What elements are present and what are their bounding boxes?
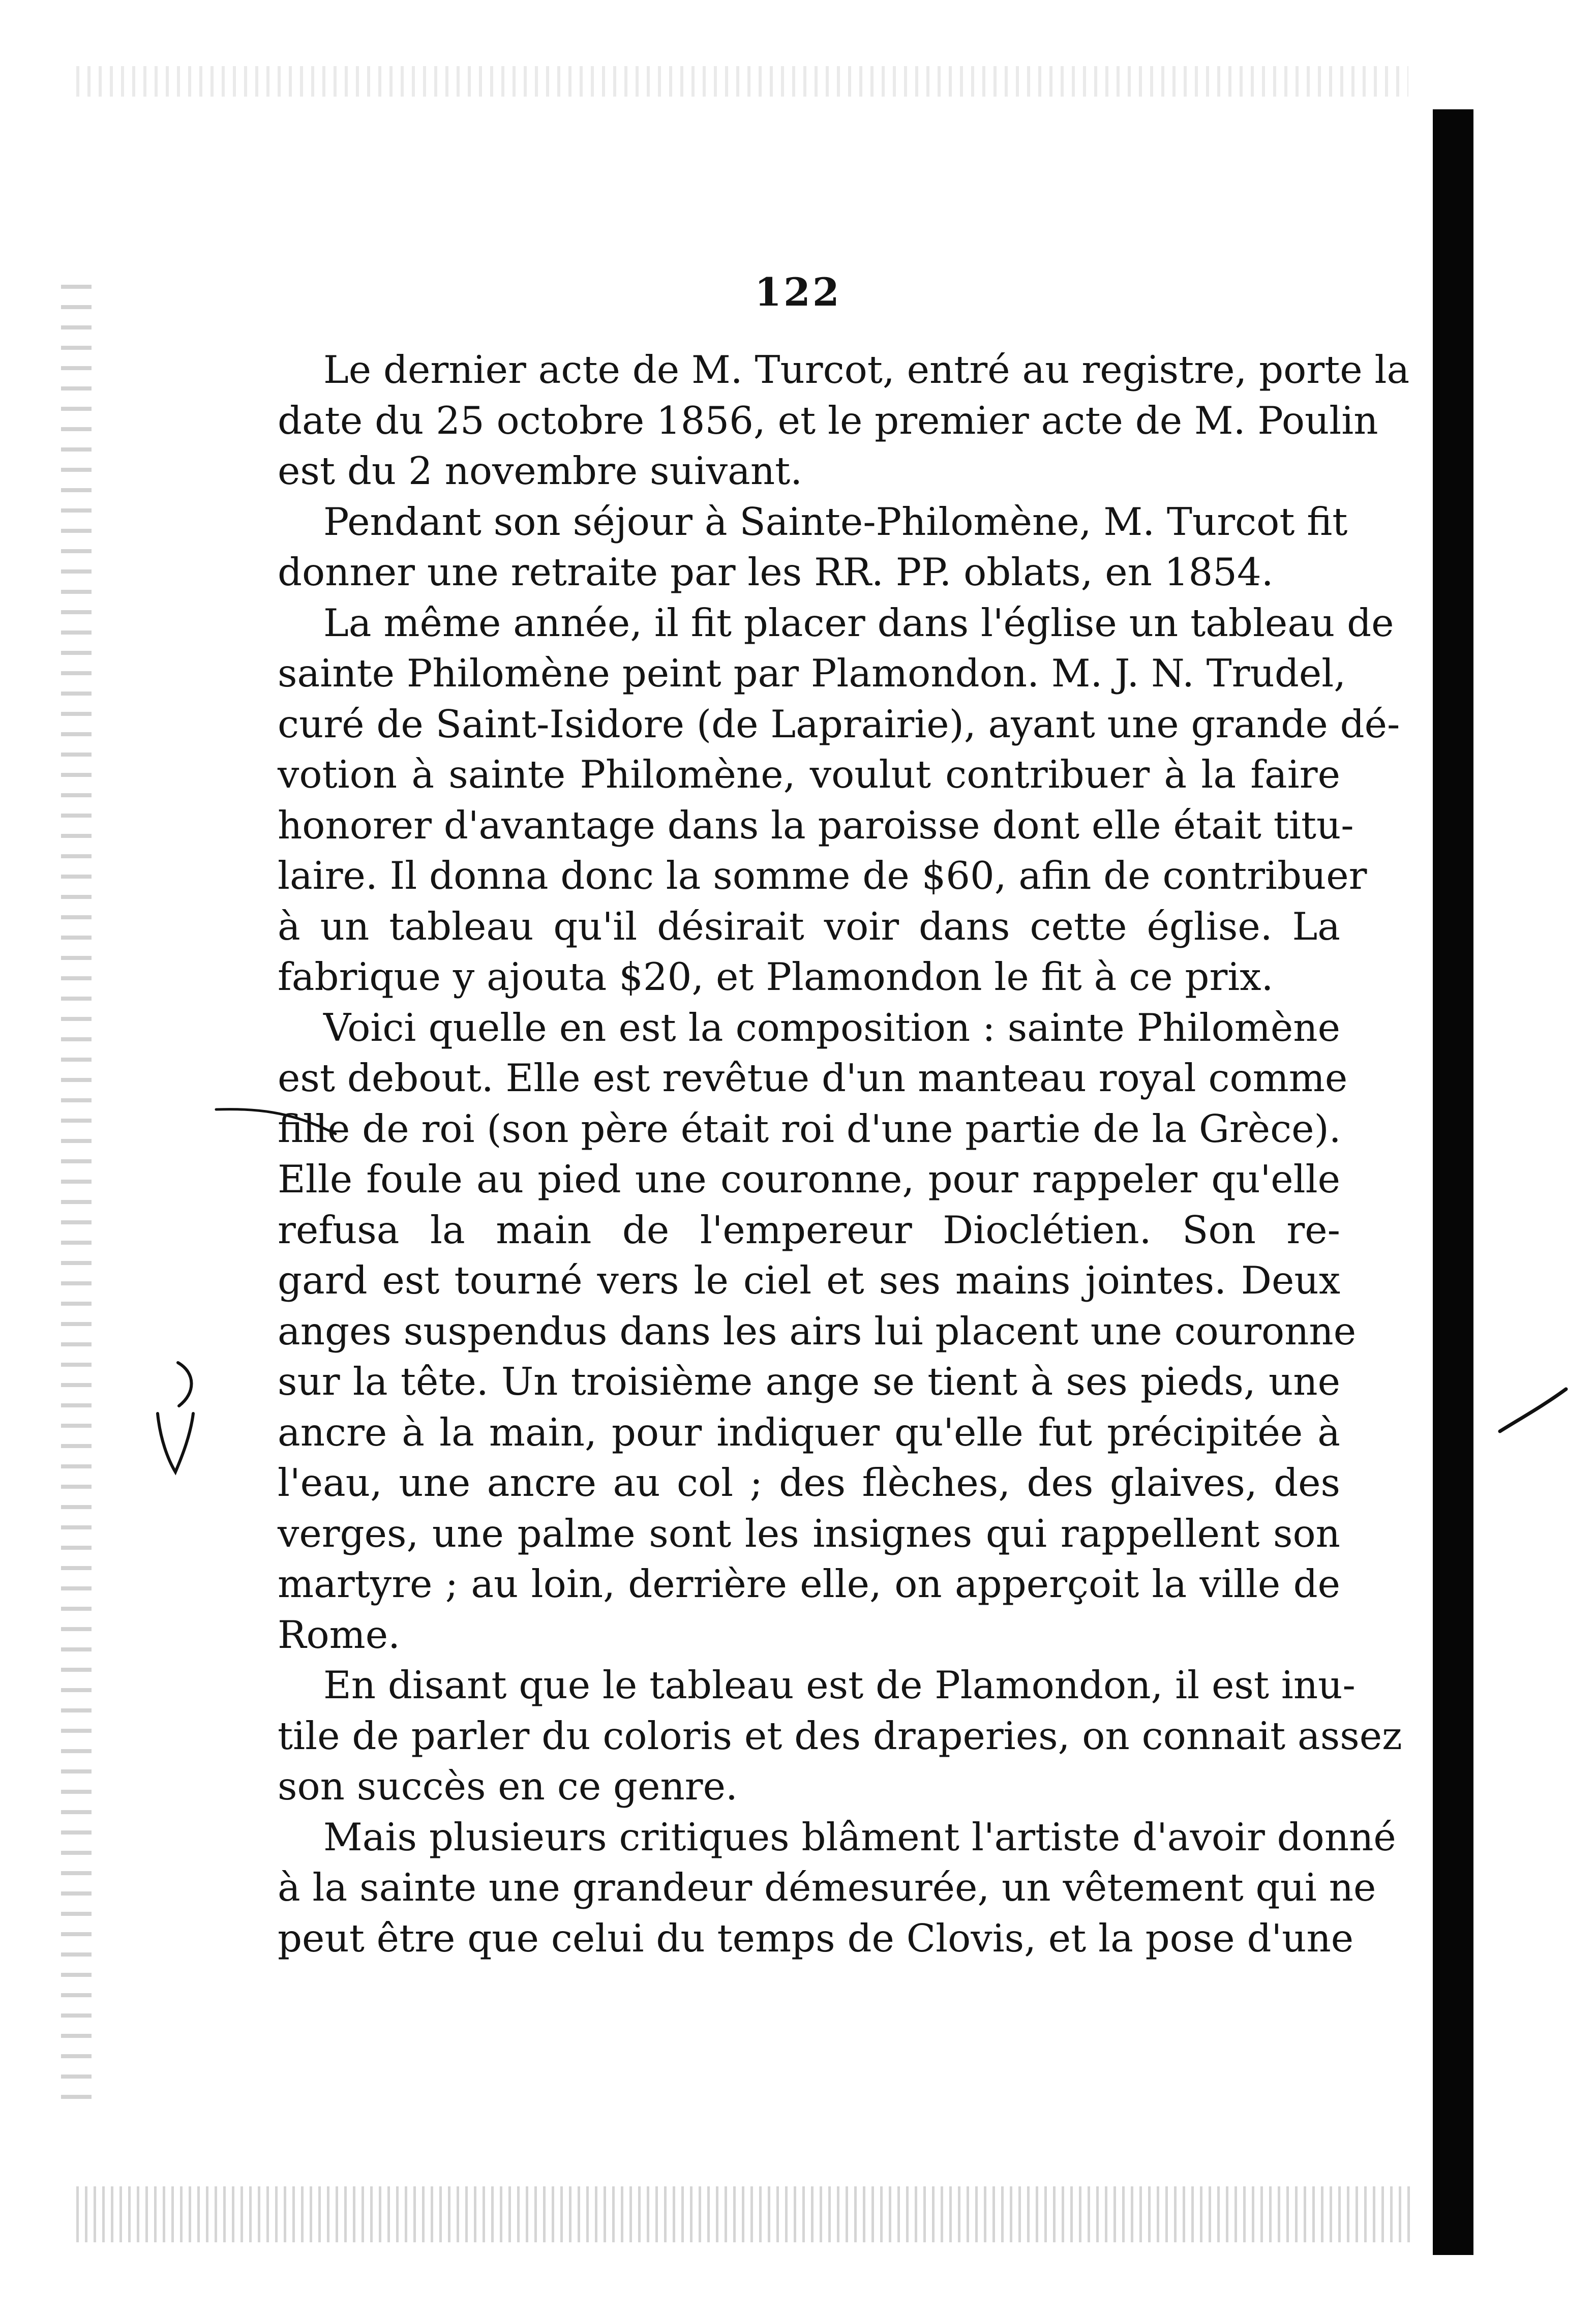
book-binding-shadow xyxy=(1433,109,1473,2255)
text-line: à la sainte une grandeur démesurée, un vêtement qui ne xyxy=(278,1865,1376,1910)
text-line: l'eau, une ancre au col ; des flèches, des glaives, des xyxy=(278,1460,1340,1505)
text-line: votion à sainte Philomène, voulut contribuer à la faire xyxy=(278,752,1340,797)
text-line: ancre à la main, pour indiquer qu'elle fut précipitée à xyxy=(278,1409,1340,1455)
text-line: peut être que celui du temps de Clovis, et la pose d'une xyxy=(278,1915,1354,1961)
page-number: 122 xyxy=(755,269,841,315)
text-line: En disant que le tableau est de Plamondon, il est inu- xyxy=(323,1663,1356,1707)
text-line: donner une retraite par les RR. PP. oblats, en 1854. xyxy=(278,550,1274,594)
text-line: honorer d'avantage dans la paroisse dont elle était titu- xyxy=(278,802,1354,848)
text-line: Elle foule au pied une couronne, pour rappeler qu'elle xyxy=(278,1157,1340,1201)
text-line: date du 25 octobre 1856, et le premier acte de M. Poulin xyxy=(278,398,1378,443)
text-line: verges, une palme sont les insignes qui rappellent son xyxy=(278,1511,1340,1556)
handwritten-bracket-mark xyxy=(147,1358,203,1480)
text-line: son succès en ce genre. xyxy=(278,1764,738,1809)
text-line: est debout. Elle est revêtue d'un manteau royal comme xyxy=(278,1056,1348,1100)
text-line: refusa la main de l'empereur Dioclétien. Son re- xyxy=(278,1207,1340,1252)
text-line: Le dernier acte de M. Turcot, entré au registre, porte la xyxy=(323,347,1410,392)
text-line: sur la tête. Un troisième ange se tient à ses pieds, une xyxy=(278,1359,1340,1404)
text-line: fille de roi (son père était roi d'une partie de la Grèce). xyxy=(278,1106,1341,1151)
text-line: Rome. xyxy=(278,1612,400,1657)
scan-noise-left-edge xyxy=(61,285,92,2115)
scan-noise-top-edge xyxy=(76,66,1408,97)
text-line: La même année, il fit placer dans l'église un tableau de xyxy=(323,600,1394,645)
scan-noise-bottom-edge xyxy=(76,2186,1413,2242)
body-text xyxy=(278,345,1410,1964)
handwritten-annotation-line xyxy=(214,1103,346,1144)
text-line: est du 2 novembre suivant. xyxy=(278,448,803,493)
text-line: à un tableau qu'il désirait voir dans cette église. La xyxy=(278,904,1340,949)
text-line: anges suspendus dans les airs lui placent une couronne xyxy=(278,1308,1357,1354)
text-line: tile de parler du coloris et des draperies, on connait assez xyxy=(278,1713,1402,1758)
text-line: sainte Philomène peint par Plamondon. M. J. N. Trudel, xyxy=(278,651,1346,696)
text-line: Pendant son séjour à Sainte-Philomène, M. Turcot fit xyxy=(323,499,1348,544)
text-line: gard est tourné vers le ciel et ses mains jointes. Deux xyxy=(278,1258,1340,1303)
text-line: martyre ; au loin, derrière elle, on apperçoit la ville de xyxy=(278,1561,1340,1606)
text-line: fabrique y ajouta $20, et Plamondon le fit à ce prix. xyxy=(278,954,1274,999)
text-line: laire. Il donna donc la somme de $60, afin de contribuer xyxy=(278,853,1367,898)
handwritten-stroke-mark xyxy=(1495,1383,1571,1439)
text-line: Mais plusieurs critiques blâment l'artiste d'avoir donné xyxy=(323,1814,1396,1859)
text-line: Voici quelle en est la composition : sainte Philomène xyxy=(323,1005,1340,1050)
text-line: curé de Saint-Isidore (de Laprairie), ayant une grande dé- xyxy=(278,701,1400,746)
